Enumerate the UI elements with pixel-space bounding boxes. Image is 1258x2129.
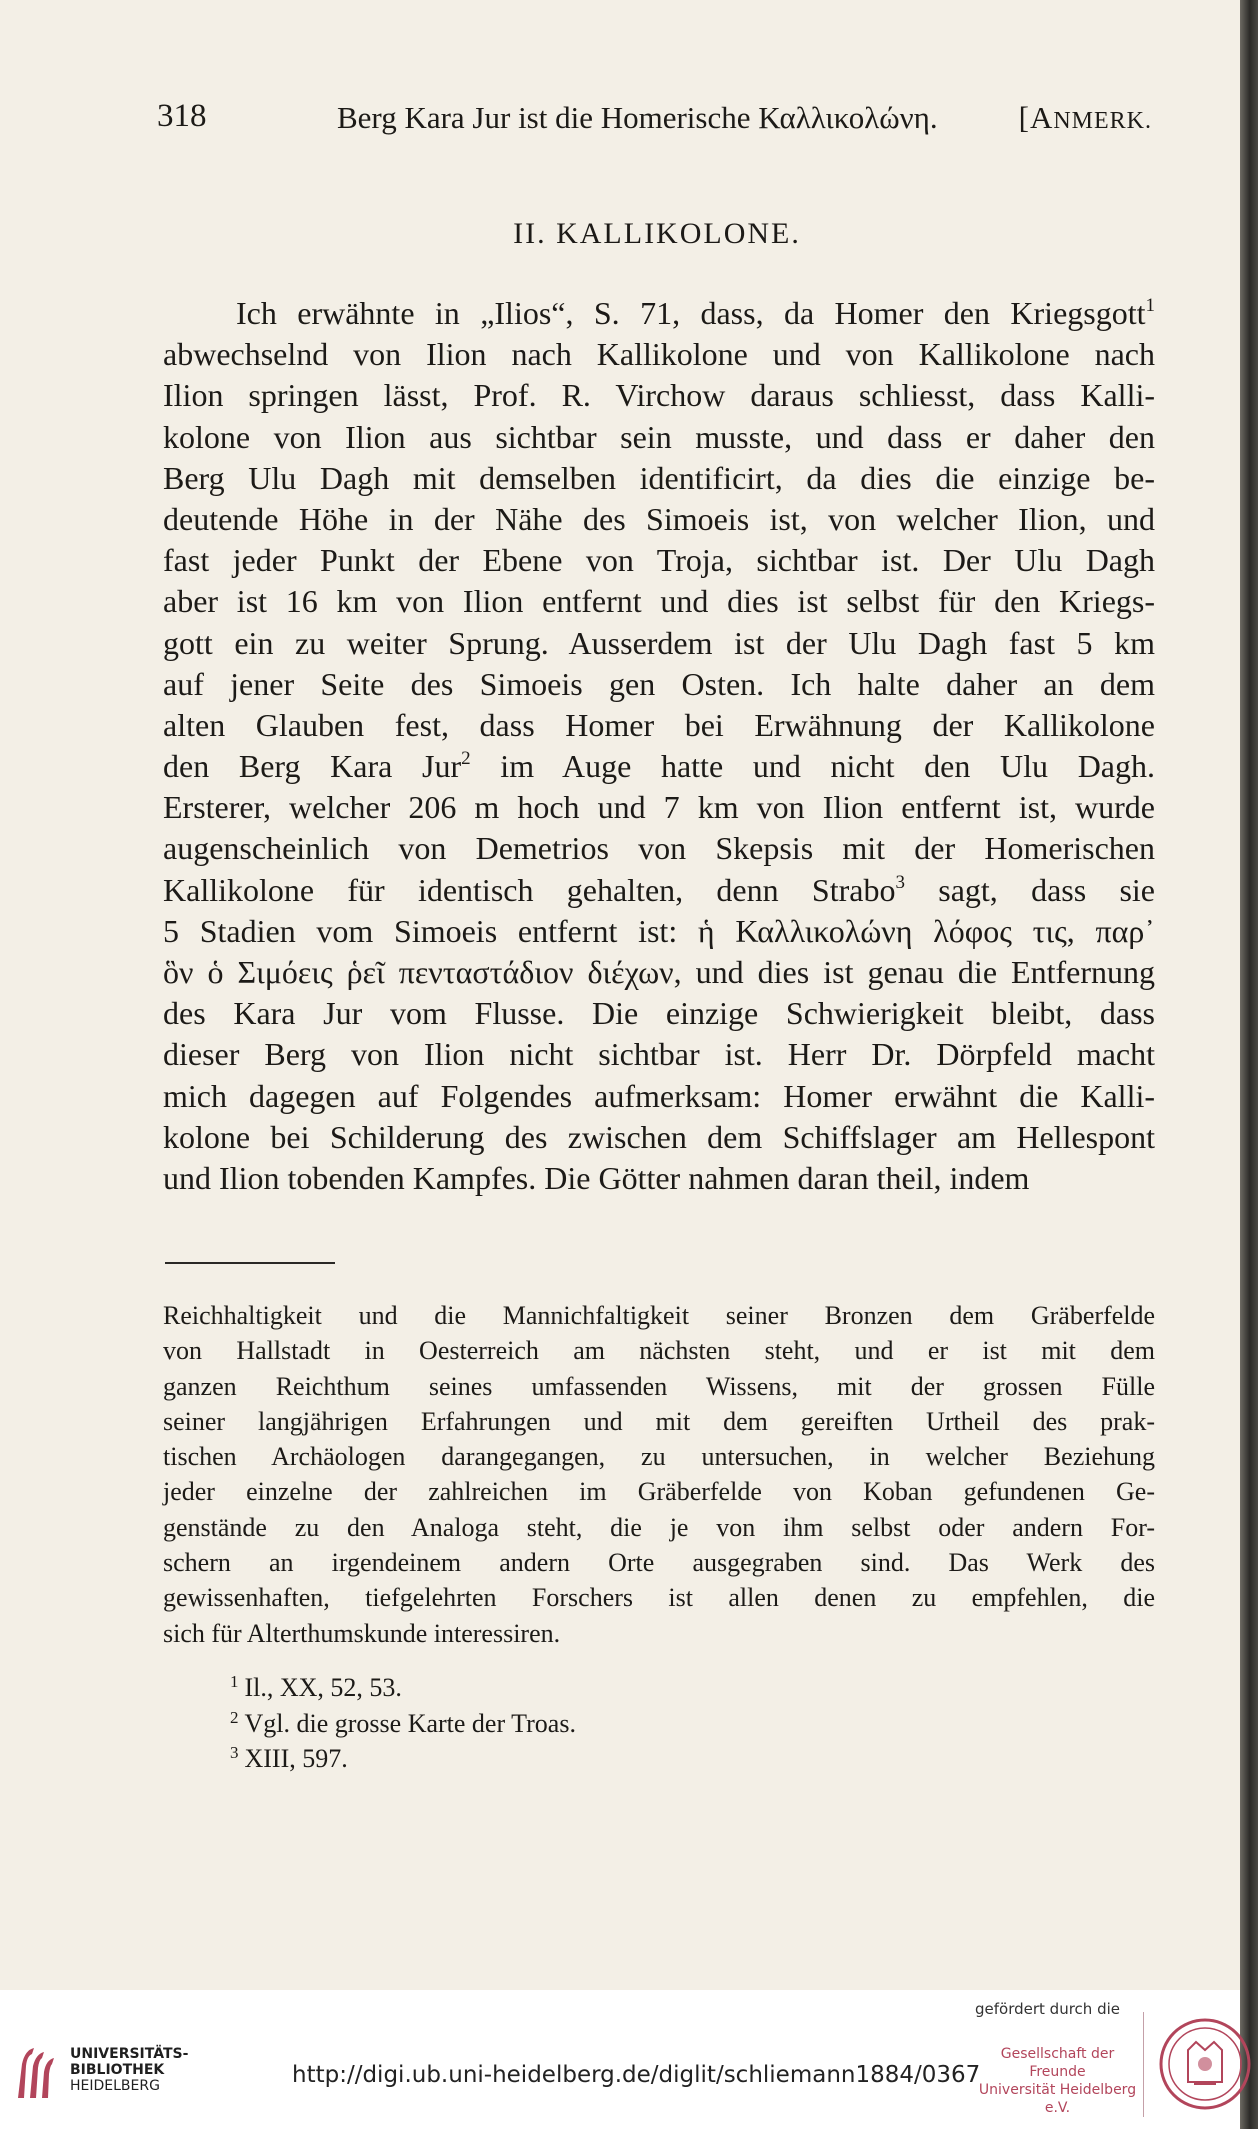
text-line: gott ein zu weiter Sprung. Ausserdem ist der Ulu Dagh fast 5 km: [163, 624, 1155, 661]
footnote-ref: 1: [1145, 295, 1155, 316]
section-marker: [1019, 100, 1152, 136]
footnote-line: schern an irgendeinem andern Orte ausgegraben sind. Das Werk des: [163, 1548, 1155, 1578]
section-marker-rest: NMERK.: [1053, 108, 1152, 134]
text-line: dieser Berg von Ilion nicht sichtbar ist. Herr Dr. Dörpfeld macht: [163, 1036, 1155, 1073]
running-title: Berg Kara Jur ist die Homerische Καλλικολώνη.: [337, 100, 938, 135]
footnote-rule: [165, 1262, 335, 1264]
sponsor-name: Gesellschaft der Freunde Universität Heidelberg e.V.: [978, 2046, 1137, 2116]
section-marker-bracket: [: [1018, 100, 1030, 135]
text-line: kolone von Ilion aus sichtbar sein musste, und dass er daher den: [163, 418, 1155, 455]
main-text: [163, 293, 1155, 1199]
text-line: aber ist 16 km von Ilion entfernt und dies ist selbst für den Kriegs-: [163, 583, 1155, 620]
footnote-ref: 2: [461, 748, 471, 770]
footnote-line: von Hallstadt in Oesterreich am nächsten steht, und er ist mit dem: [163, 1336, 1155, 1366]
footnote-1: $^1$ Il., XX, 52, 53.: [230, 1672, 402, 1702]
section-title: II. KALLIKOLONE.: [513, 217, 801, 250]
text-line: fast jeder Punkt der Ebene von Troja, sichtbar ist. Der Ulu Dagh: [163, 542, 1155, 579]
text-line: mich dagegen auf Folgendes aufmerksam: Homer erwähnt die Kalli-: [163, 1077, 1155, 1114]
text-line: ὃν ὁ Σιμόεις ῥεῖ πενταστάδιον διέχων, und dies ist genau die Entfernung: [163, 954, 1155, 990]
footer-divider: [1143, 2012, 1144, 2117]
footnote-line: tischen Archäologen darangegangen, zu untersuchen, in welcher Beziehung: [163, 1442, 1155, 1472]
sponsor-label: gefördert durch die: [975, 2000, 1120, 2018]
text-line: kolone bei Schilderung des zwischen dem Schiffslager am Hellespont: [163, 1118, 1155, 1155]
text-line: des Kara Jur vom Flusse. Die einzige Schwierigkeit bleibt, dass: [163, 995, 1155, 1032]
text-line: 5 Stadien vom Simoeis entfernt ist: ἡ Καλλικολώνη λόφος τις, παρ᾽: [163, 912, 1155, 949]
text-line: und Ilion tobenden Kampfes. Die Götter nahmen daran theil, indem: [163, 1159, 1030, 1196]
text-line: abwechselnd von Ilion nach Kallikolone und von Kallikolone nach: [163, 336, 1155, 373]
footnote-ref: 3: [895, 871, 905, 893]
university-seal-icon: [1158, 2012, 1253, 2117]
digitization-footer: [0, 1990, 1240, 2129]
footnote-line: seiner langjährigen Erfahrungen und mit dem gereiften Urtheil des prak-: [163, 1406, 1155, 1436]
footnote-line: jeder einzelne der zahlreichen im Gräberfelde von Koban gefundenen Ge-: [163, 1477, 1155, 1507]
text-line: augenscheinlich von Demetrios von Skepsis mit der Homerischen: [163, 830, 1155, 867]
text-line: alten Glauben fest, dass Homer bei Erwähnung der Kallikolone: [163, 706, 1155, 743]
footnote-line: gewissenhaften, tiefgelehrten Forschers ist allen denen zu empfehlen, die: [163, 1583, 1155, 1613]
text-line: den Berg Kara Jur$^2$ im Auge hatte und nicht den Ulu Dagh.: [163, 748, 1156, 785]
running-header: [157, 98, 1152, 142]
source-url-link[interactable]: http://digi.ub.uni-heidelberg.de/diglit/schliemann1884/0367: [292, 2062, 981, 2088]
page-number: 318: [157, 98, 207, 134]
text-line: Kallikolone für identisch gehalten, denn Strabo$^3$ sagt, dass sie: [163, 871, 1156, 908]
footnote-line: sich für Alterthumskunde interessiren.: [163, 1618, 561, 1648]
footnote-line: genstände zu den Analoga steht, die je von ihm selbst oder andern For-: [163, 1512, 1155, 1542]
footnote-2: $^2$ Vgl. die grosse Karte der Troas.: [230, 1707, 576, 1738]
section-marker-initial: A: [1029, 100, 1054, 135]
footnote-line: ganzen Reichthum seines umfassenden Wissens, mit der grossen Fülle: [163, 1371, 1155, 1401]
library-logo-icon: [12, 2042, 60, 2104]
book-edge: [1240, 0, 1258, 2129]
continued-footnote: [163, 1298, 1155, 1651]
text-line: Ersterer, welcher 206 m hoch und 7 km von Ilion entfernt ist, wurde: [163, 789, 1155, 826]
footnote-line: Reichhaltigkeit und die Mannichfaltigkeit seiner Bronzen dem Gräberfelde: [163, 1301, 1155, 1330]
text-line: deutende Höhe in der Nähe des Simoeis ist, von welcher Ilion, und: [163, 500, 1155, 537]
footnote-3: $^3$ XIII, 597.: [230, 1743, 348, 1773]
text-line: Ich erwähnte in „Ilios“, S. 71, dass, da Homer den Kriegsgott$^1$: [236, 295, 1155, 331]
text-line: Ilion springen lässt, Prof. R. Virchow daraus schliesst, dass Kalli-: [163, 377, 1155, 414]
footnotes: [230, 1670, 1030, 1777]
library-name: UNIVERSITÄTS- BIBLIOTHEK HEIDELBERG: [70, 2046, 189, 2094]
text-line: auf jener Seite des Simoeis gen Osten. Ich halte daher an dem: [163, 665, 1155, 702]
text-line: Berg Ulu Dagh mit demselben identificirt, da dies die einzige be-: [163, 459, 1155, 496]
